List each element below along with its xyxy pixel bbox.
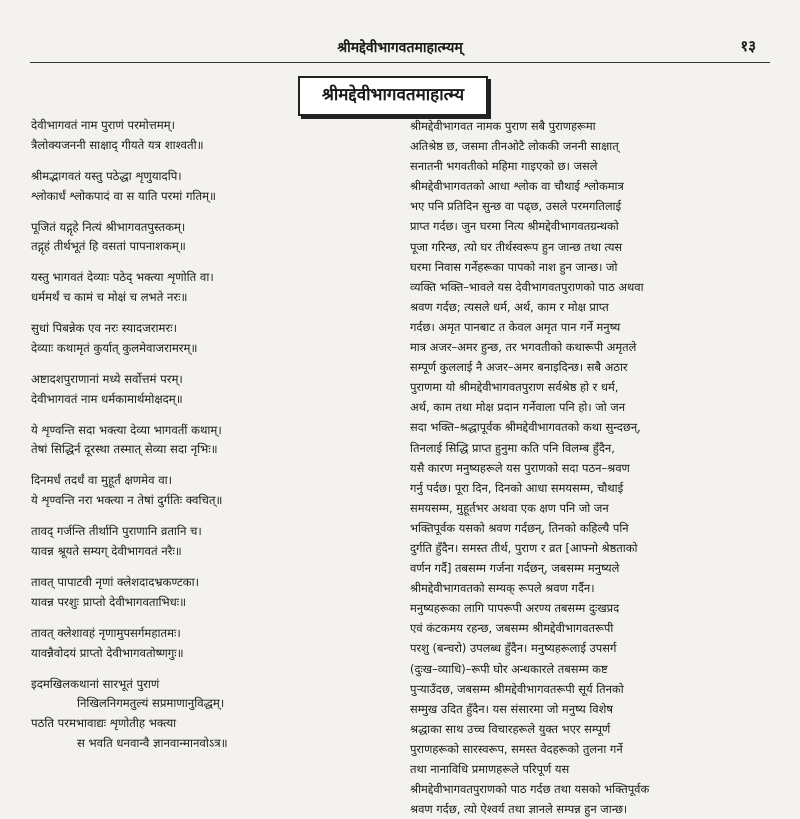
verse-stanza [31,471,403,511]
prose-column [410,116,770,817]
stanza-gap [31,460,403,471]
verse-line: सुधां पिबन्नेक एव नरः स्यादजरामरः। [31,321,177,336]
section-title: श्रीमद्देवीभागवतमाहात्म्य [298,76,488,116]
prose-line: पुराणहरूको सारस्वरूप, समस्त वेदहरूको तुलना गर्ने [410,741,623,756]
stanza-gap [31,156,403,167]
prose-line: पुऱ्याउँदछ, जबसम्म श्रीमद्देवीभागवतरूपी सूर्य तिनको [410,681,624,696]
stanza-gap [31,257,403,268]
stanza-gap [31,562,403,573]
prose-line: सम्मुख उदित हुँदैन। यस संसारमा जो मनुष्य विशेष [410,701,613,716]
stanza-gap [31,613,403,624]
prose-line: मनुष्यहरूका लागि पापरूपी अरण्य तबसम्म दुःखप्रद [410,601,620,616]
verse-line: यावन्न श्रूयते सम्यग् देवीभागवतं नरैः॥ [31,544,182,559]
prose-line: सम्पूर्ण कुललाई नै अजर–अमर बनाइदिन्छ। सबै अठार [410,360,628,375]
verse-stanza [31,421,403,461]
prose-line: तिनलाई सिद्धि प्राप्त हुनुमा कति पनि विलम्ब हुँदैन, [410,440,615,455]
prose-line: श्रीमद्देवीभागवत नामक पुराण सबै पुराणहरूमा [410,119,596,133]
stanza-gap [31,663,403,674]
prose-line: पुराणमा यो श्रीमद्देवीभागवतपुराण सर्वश्रेष्ठ हो र धर्म, [410,380,619,395]
prose-line: यसै कारण मनुष्यहरूले यस पुराणको सदा पठन–श्रवण [410,460,630,475]
prose-line: गर्दछ। अमृत पानबाट त केवल अमृत पान गर्ने मनुष्य [410,319,621,334]
prose-line: गर्नु पर्दछ। पूरा दिन, दिनको आधा समयसम्म, चौथाई [410,480,624,495]
verse-line: तावत् क्लेशावहं नृणामुपसर्गमहातमः। [31,625,181,640]
verse-line: दिनमर्धं तदर्धं वा मुहूर्तं क्षणमेव वा। [31,473,173,488]
verse-line: यस्तु भागवतं देव्याः पठेद् भक्त्या शृणोति वा। [31,270,214,285]
prose-line: परशु (बन्चरो) उपलब्ध हुँदैन। मनुष्यहरूलाई उपसर्ग [410,641,617,656]
verse-line: देवीभागवतं नाम धर्मकामार्थमोक्षदम्॥ [31,391,183,406]
prose-line: श्रवण गर्दछ, त्यो ऐश्वर्य तथा ज्ञानले सम्पन्न हुन जान्छ। [410,802,628,817]
verse-line: श्लोकार्धं श्लोकपादं वा स याति परमां गतिम्॥ [31,188,216,203]
verse-line: ये शृण्वन्ति सदा भक्त्या देव्या भागवतीं कथाम्। [31,422,222,437]
verse-line: तद्गृहं तीर्थभूतं हि वसतां पापनाशकम्॥ [31,239,186,254]
verse-line: अष्टादशपुराणानां मध्ये सर्वोत्तमं परम्। [31,371,183,386]
prose-line: वर्णन गर्दै] तबसम्म गर्जना गर्दछन्, जबसम्म मनुष्यले [410,561,620,576]
verse-line: ये शृण्वन्ति नरा भक्त्या न तेषां दुर्गतिः क्वचित्॥ [31,493,223,508]
verse-line: स भवति धनवान्वै ज्ञानवान्मानवोऽत्र॥ [77,735,228,750]
verse-line: तावद् गर्जन्ति तीर्थानि पुराणानि व्रतानि च। [31,524,202,539]
prose-line: घरमा निवास गर्नेहरूका पापको नाश हुन जान्छ। जो [410,259,618,274]
prose-line: दुर्गति हुँदैन। समस्त तीर्थ, पुराण र व्रत [आफ्नो श्रेष्ठताको [410,540,638,555]
prose-line: व्यक्ति भक्ति–भावले यस देवीभागवतपुराणको पाठ अथवा [410,279,644,294]
prose-line: भक्तिपूर्वक यसको श्रवण गर्दछन्, तिनको कहिल्यै पनि [410,520,629,535]
stanza-gap [31,359,403,370]
prose-line: अतिश्रेष्ठ छ, जसमा तीनओटै लोककी जननी साक्षात् [410,139,619,154]
prose-line: श्रद्धाका साथ उच्च विचारहरूले युक्त भएर सम्पूर्ण [410,721,611,736]
prose-line: सनातनी भगवतीको महिमा गाइएको छ। जसले [410,159,598,174]
stanza-gap [31,511,403,522]
verse-stanza [31,370,403,410]
prose-line: एवं कंटकमय रहन्छ, जबसम्म श्रीमद्देवीभागवतरूपी [410,621,614,636]
verse-line: तावत् पापाटवी नृणां क्लेशदादभ्रकण्टका। [31,575,199,590]
verse-line: धर्ममर्थं च कामं च मोक्षं च लभते नरः॥ [31,290,188,305]
prose-line: श्रीमद्देवीभागवतपुराणको पाठ गर्दछ तथा यसको भक्तिपूर्वक [410,782,650,797]
prose-line: पूजा गरिन्छ, त्यो घर तीर्थस्वरूप हुन जान्छ तथा त्यस [410,239,623,254]
verse-line: यावन्नैवोदयं प्राप्तो देवीभागवतोष्णगुः॥ [31,645,184,660]
verse-line: देवीभागवतं नाम पुराणं परमोत्तमम्। [31,118,176,132]
verse-stanza [31,268,403,308]
verse-line: देव्याः कथामृतं कुर्यात् कुलमेवाजरामरम्॥ [31,340,198,355]
verse-stanza [31,624,403,664]
stanza-gap [31,410,403,421]
verse-stanza [31,167,403,207]
prose-line: श्रीमद्देवीभागवतको सम्यक् रूपले श्रवण गर्दैन। [410,581,595,596]
prose-line: मात्र अजर–अमर हुन्छ, तर भगवतीको कथारूपी अमृतले [410,340,637,355]
verse-line: इदमखिलकथानां सारभूतं पुराणं [31,676,160,691]
verse-stanza [31,319,403,359]
verse-line: निखिलनिगमतुल्यं सप्रमाणानुविद्धम्। [77,696,225,711]
page-number: १३ [740,37,756,55]
verse-line: श्रीमद्भागवतं यस्तु पठेद्धा शृणुयादपि। [31,168,182,183]
verse-stanza [31,675,403,754]
running-header [30,32,770,63]
stanza-gap [31,206,403,217]
verse-stanza [31,116,403,156]
stanza-gap [31,308,403,319]
prose-line: प्राप्त गर्दछ। जुन घरमा नित्य श्रीमद्देवीभागवतग्रन्थको [410,219,619,234]
prose-line: (दुःख–व्याधि)–रूपी घोर अन्धकारले तबसम्म कष्ट [410,661,608,676]
verse-stanza [31,573,403,613]
verse-line: त्रैलोक्यजननी साक्षाद् गीयते यत्र शाश्वती॥ [31,137,204,152]
verse-stanza [31,218,403,258]
verse-line: यावन्न परशुः प्राप्तो देवीभागवताभिधः॥ [31,594,187,609]
prose-line: श्रवण गर्दछ; त्यसले धर्म, अर्थ, काम र मोक्ष प्राप्त [410,299,609,314]
verse-line: तेषां सिद्धिर्न दूरस्था तस्मात् सेव्या सदा नृभिः॥ [31,442,218,457]
prose-line: श्रीमद्देवीभागवतको आधा श्लोक वा चौथाई श्लोकमात्र [410,179,624,194]
prose-line: अर्थ, काम तथा मोक्ष प्रदान गर्नेवाला पनि हो। जो जन [410,400,626,415]
prose-line: सदा भक्ति–श्रद्धापूर्वक श्रीमद्देवीभागवतको कथा सुन्दछन्, [410,420,641,435]
verse-line: पठति परमभावाद्यः शृणोतीह भक्त्या [31,716,177,731]
running-title: श्रीमद्देवीभागवतमाहात्म्यम् [337,40,463,56]
verse-line: पूजितं यद्गृहे नित्यं श्रीभागवतपुस्तकम्। [31,219,186,234]
prose-line: समयसम्म, मुहूर्तभर अथवा एक क्षण पनि जो जन [410,500,609,515]
verse-column [31,116,403,780]
prose-line: तथा नानाविधि प्रमाणहरूले परिपूर्ण यस [410,762,570,776]
prose-line: भए पनि प्रतिदिन सुन्छ वा पढ्छ, उसले परमगतिलाई [410,199,622,214]
verse-stanza [31,522,403,562]
